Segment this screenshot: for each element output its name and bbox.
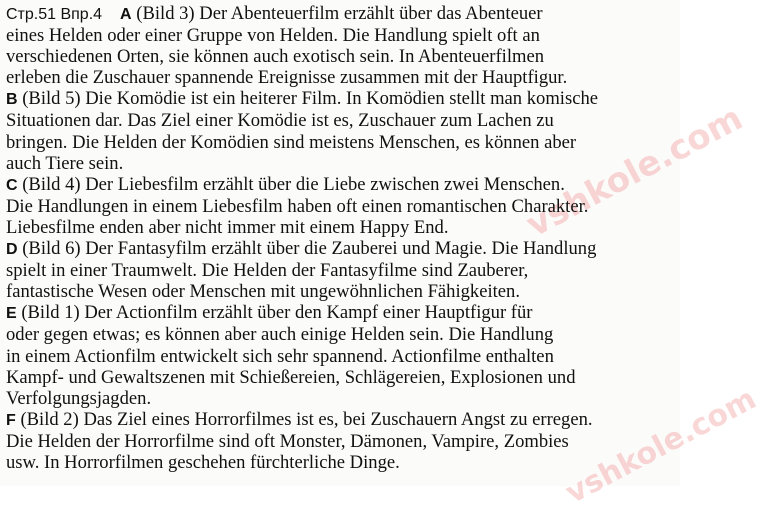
paragraph-f-line: [6, 409, 674, 431]
paragraph-a-line: verschiedenen Orten, sie können auch exotisch sein. In Abenteuerfilmen: [6, 46, 545, 68]
line-text: (Bild 5) Die Komödie ist ein heiterer Film. In Komödien stellt man komische: [22, 88, 599, 110]
paragraph-e-line: oder gegen etwas; es können aber auch einige Helden sein. Die Handlung: [6, 324, 554, 346]
paragraph-b-line: [6, 88, 674, 110]
paragraph-c-line: [6, 174, 674, 196]
watermark: vshkole.com: [560, 381, 762, 511]
paragraph-b-line: Situationen dar. Das Ziel einer Komödie ist es, Zuschauer zum Lachen zu: [6, 110, 554, 132]
line-text: (Bild 3) Der Abenteuerfilm erzählt über das Abenteuer: [136, 3, 543, 24]
paragraph-e-line: in einem Actionfilm entwickelt sich sehr spannend. Actionfilme enthalten: [6, 345, 554, 367]
paragraph-letter: F: [6, 411, 16, 429]
paragraph-f-line: Die Helden der Horrorfilme sind oft Monster, Dämonen, Vampire, Zombies: [6, 430, 569, 452]
paragraph-e-line: Verfolgungsjagden.: [6, 387, 152, 409]
watermark: vshkole.com: [520, 98, 750, 246]
paragraph-a-line: [6, 3, 674, 25]
paragraph-d-line: fantastische Wesen oder Menschen mit ungewöhnlichen Fähigkeiten.: [6, 281, 520, 303]
paragraph-d-line: spielt in einer Traumwelt. Die Helden der Fantasyfilme sind Zauberer,: [6, 260, 529, 282]
line-text: (Bild 2) Das Ziel eines Horrorfilmes ist es, bei Zuschauern Angst zu erregen.: [20, 408, 593, 430]
exercise-text: [6, 3, 674, 473]
line-text: (Bild 4) Der Liebesfilm erzählt über die Liebe zwischen zwei Menschen.: [22, 173, 565, 195]
paragraph-e-line: Kampf- und Gewaltszenen mit Schießereien, Schlägereien, Explosionen und: [6, 366, 576, 388]
paragraph-letter: C: [6, 176, 18, 194]
paragraph-letter: A: [120, 6, 132, 23]
paragraph-a-line: eines Helden oder einer Gruppe von Helden. Die Handlung spielt oft an: [6, 25, 540, 47]
paragraph-letter: D: [6, 241, 18, 259]
paragraph-d-line: [6, 238, 674, 260]
line-text: (Bild 6) Der Fantasyfilm erzählt über die Zauberei und Magie. Die Handlung: [22, 238, 597, 260]
paragraph-b-line: bringen. Die Helden der Komödien sind meistens Menschen, es können aber: [6, 131, 577, 153]
paragraph-e-line: [6, 302, 674, 324]
exercise-header: Стр.51 Впр.4: [6, 6, 103, 23]
paragraph-b-line: auch Tiere sein.: [6, 152, 124, 174]
line-text: (Bild 1) Der Actionfilm erzählt über den Kampf einer Hauptfigur für: [21, 302, 533, 324]
paragraph-letter: E: [6, 305, 17, 323]
paragraph-letter: B: [6, 91, 18, 109]
paragraph-a-line: erleben die Zuschauer spannende Ereignisse zusammen mit der Hauptfigur.: [6, 67, 568, 89]
paragraph-c-line: Liebesfilme enden aber nicht immer mit einem Happy End.: [6, 216, 449, 238]
paragraph-f-line: usw. In Horrorfilmen geschehen fürchterliche Dinge.: [6, 451, 400, 473]
paragraph-c-line: Die Handlungen in einem Liebesfilm haben oft einen romantischen Charakter.: [6, 195, 589, 217]
